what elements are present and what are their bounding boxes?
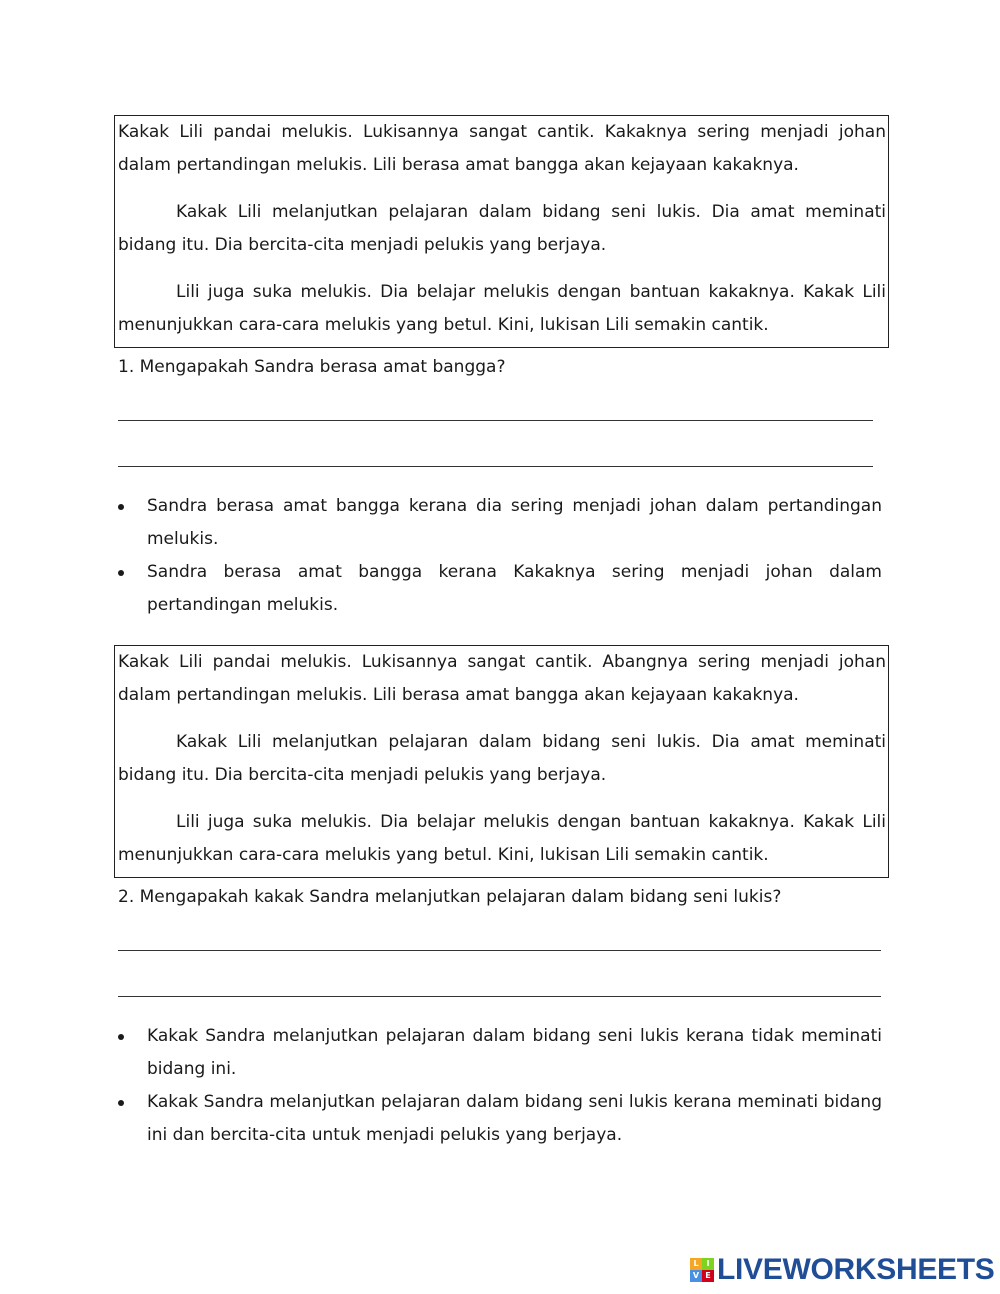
reading-passage-1 [114, 115, 889, 348]
answer-option-1b[interactable] [118, 556, 882, 622]
answer-line-1b[interactable] [118, 466, 873, 467]
passage-paragraph-2: Kakak Lili melanjutkan pelajaran dalam bidang seni lukis. Dia amat meminati bidang itu. Dia bercita-cita menjadi pelukis yang berjaya. [118, 202, 886, 255]
question-1: 1. Mengapakah Sandra berasa amat bangga? [118, 357, 506, 377]
passage-paragraph-2: Kakak Lili melanjutkan pelajaran dalam bidang seni lukis. Dia amat meminati bidang itu. Dia bercita-cita menjadi pelukis yang berjaya. [118, 732, 886, 785]
bullet-icon [118, 1034, 124, 1040]
option-text: Sandra berasa amat bangga kerana Kakaknya sering menjadi johan dalam pertandingan melukis. [147, 562, 882, 615]
answer-options-2 [118, 1020, 882, 1152]
liveworksheets-mark-icon: L I V E [690, 1258, 714, 1282]
answer-option-2b[interactable] [118, 1086, 882, 1152]
option-text: Sandra berasa amat bangga kerana dia sering menjadi johan dalam pertandingan melukis. [147, 496, 882, 549]
passage-paragraph-1: Kakak Lili pandai melukis. Lukisannya sangat cantik. Abangnya sering menjadi johan dalam pertandingan melukis. Lili berasa amat bangga akan kejayaan kakaknya. [118, 652, 886, 705]
answer-line-1a[interactable] [118, 420, 873, 421]
answer-options-1 [118, 490, 882, 622]
option-text: Kakak Sandra melanjutkan pelajaran dalam bidang seni lukis kerana meminati bidang ini dan bercita-cita untuk menjadi pelukis yang berjaya. [147, 1092, 882, 1145]
answer-line-2b[interactable] [118, 996, 881, 997]
bullet-icon [118, 1100, 124, 1106]
question-2: 2. Mengapakah kakak Sandra melanjutkan pelajaran dalam bidang seni lukis? [118, 887, 782, 907]
answer-option-1a[interactable] [118, 490, 882, 556]
answer-line-2a[interactable] [118, 950, 881, 951]
liveworksheets-logo [690, 1254, 995, 1286]
bullet-icon [118, 504, 124, 510]
answer-option-2a[interactable] [118, 1020, 882, 1086]
bullet-icon [118, 570, 124, 576]
passage-paragraph-3: Lili juga suka melukis. Dia belajar melukis dengan bantuan kakaknya. Kakak Lili menunjukkan cara-cara melukis yang betul. Kini, lukisan Lili semakin cantik. [118, 812, 886, 865]
brand-name: LIVEWORKSHEETS [717, 1253, 995, 1286]
reading-passage-2 [114, 645, 889, 878]
option-text: Kakak Sandra melanjutkan pelajaran dalam bidang seni lukis kerana tidak meminati bidang ini. [147, 1026, 882, 1079]
passage-paragraph-3: Lili juga suka melukis. Dia belajar melukis dengan bantuan kakaknya. Kakak Lili menunjukkan cara-cara melukis yang betul. Kini, lukisan Lili semakin cantik. [118, 282, 886, 335]
passage-paragraph-1: Kakak Lili pandai melukis. Lukisannya sangat cantik. Kakaknya sering menjadi johan dalam pertandingan melukis. Lili berasa amat bangga akan kejayaan kakaknya. [118, 122, 886, 175]
